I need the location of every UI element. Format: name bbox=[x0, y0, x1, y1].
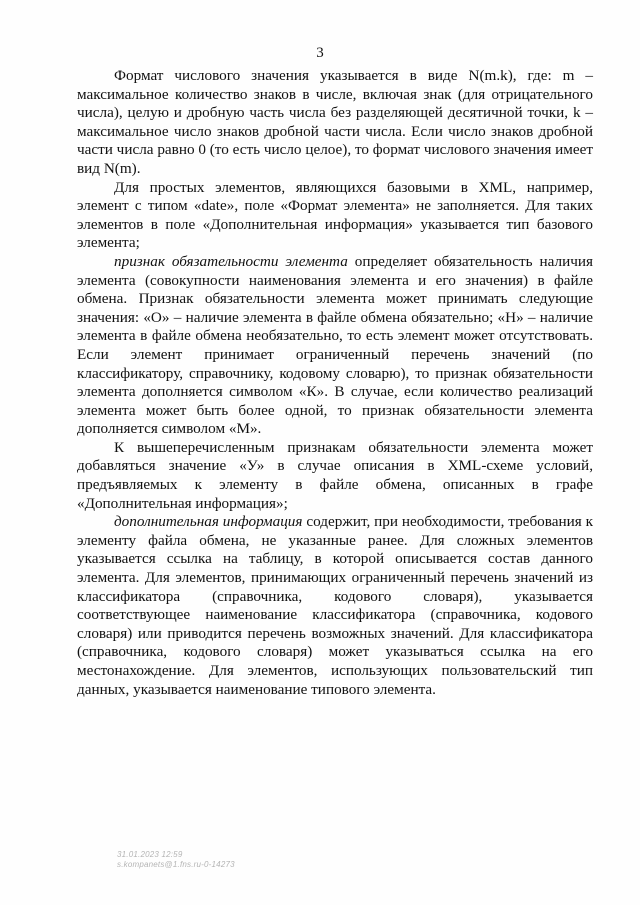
paragraph-simple-elements: Для простых элементов, являющихся базовыми в XML, например, элемент с типом «date», поле «Формат элемента» не заполняется. Для таких элементов в поле «Дополнительная информация» указывается тип базового элемента; bbox=[77, 178, 593, 252]
paragraph-additional-info bbox=[77, 513, 593, 699]
term-required-flag: признак обязательности элемента bbox=[114, 252, 348, 270]
page-number: 3 bbox=[316, 45, 324, 61]
print-stamp bbox=[117, 850, 235, 870]
paragraph-condition-flag: К вышеперечисленным признакам обязательности элемента может добавляться значение «У» в случае описания в XML-схеме условий, предъявляемых к элементу в файле обмена, описанных в графе «Дополнительная информация»; bbox=[77, 438, 593, 512]
paragraph-additional-info-text: содержит, при необходимости, требования к элементу файла обмена, не указанные ранее. Для сложных элементов указывается ссылка на таблицу, в которой описывается состав данного элемента. Для элементов, принимающих ограниченный перечень значений из классификатора (справочника, кодового словаря), указывается соответствующее наименование классификатора (справочника, кодового словаря) или приводится перечень возможных значений. Для классификатора (справочника, кодового словаря) может указываться ссылка на его местонахождение. Для элементов, использующих пользовательский тип данных, указывается наименование типового элемента. bbox=[77, 513, 593, 698]
stamp-datetime: 31.01.2023 12:59 bbox=[117, 850, 183, 859]
paragraph-required-flag-text: определяет обязательность наличия элемента (совокупности наименования элемента и его значения) в файле обмена. Признак обязательности элемента может принимать следующие значения: «О» – наличие элемента в файле обмена обязательно; «Н» – наличие элемента в файле обмена необязательно, то есть элемент может отсутствовать. Если элемент принимает ограниченный перечень значений (по классификатору, справочнику, кодовому словарю), то признак обязательности элемента дополняется символом «К». В случае, если количество реализаций элемента может быть более одной, то признак обязательности элемента дополняется символом «М». bbox=[77, 252, 593, 438]
paragraph-required-flag bbox=[77, 253, 593, 439]
stamp-user: s.kompanets@1.fns.ru-0-14273 bbox=[117, 860, 235, 869]
body-text bbox=[77, 67, 593, 699]
paragraph-number-format: Формат числового значения указывается в виде N(m.k), где: m – максимальное количество знаков в числе, включая знак (для отрицательного числа), целую и дробную часть числа без разделяющей десятичной точки, k – максимальное число знаков дробной части числа. Если число знаков дробной части числа равно 0 (то есть число целое), то формат числового значения имеет вид N(m). bbox=[77, 67, 593, 177]
term-additional-info: дополнительная информация bbox=[114, 513, 303, 531]
